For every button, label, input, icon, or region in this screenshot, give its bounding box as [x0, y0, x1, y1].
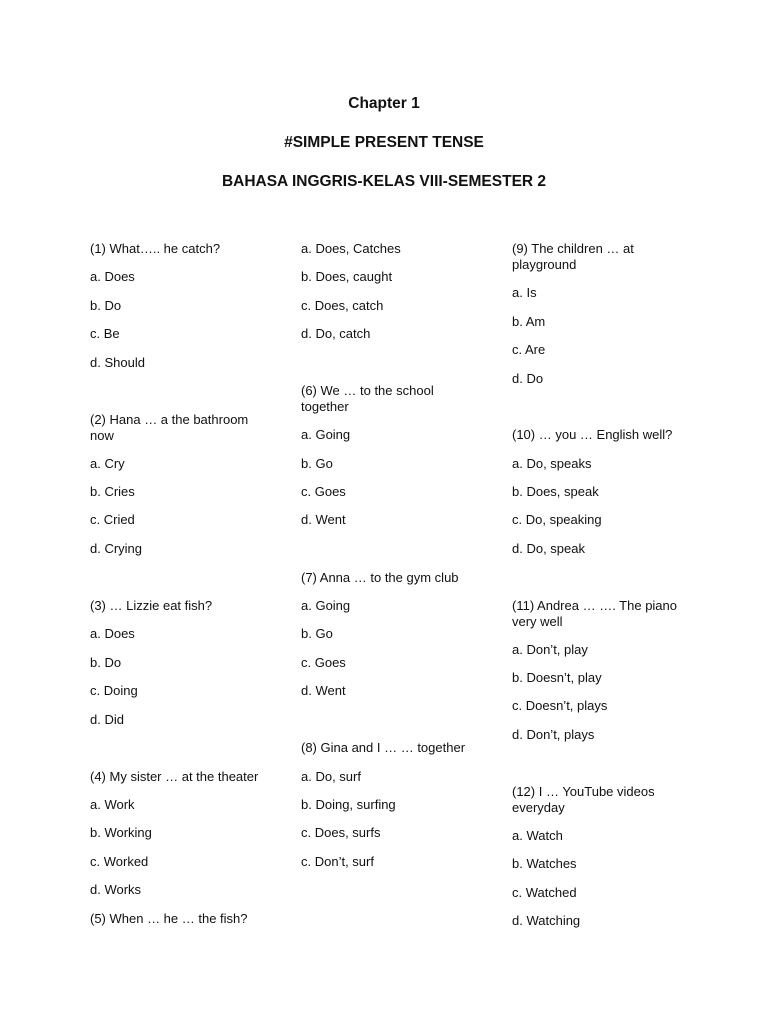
- option: d. Did: [90, 712, 124, 727]
- option: c. Doing: [90, 683, 138, 698]
- question-text: (2) Hana … a the bathroom now: [90, 412, 249, 443]
- option: d. Watching: [512, 913, 581, 928]
- option: a. Going: [301, 598, 351, 613]
- option: a. Work: [90, 797, 135, 812]
- option: c. Cried: [90, 512, 135, 527]
- question-text: (4) My sister … at the theater: [90, 769, 259, 784]
- option: c. Watched: [512, 885, 577, 900]
- option: b. Go: [301, 456, 333, 471]
- option: d. Went: [301, 683, 346, 698]
- option: d. Do: [512, 371, 544, 386]
- option: b. Does, caught: [301, 269, 393, 284]
- option: a. Watch: [512, 828, 563, 843]
- option: d. Do, catch: [301, 326, 371, 341]
- option: a. Going: [301, 427, 351, 442]
- option: a. Do, speaks: [512, 456, 592, 471]
- option: b. Doing, surfing: [301, 797, 396, 812]
- option: b. Watches: [512, 856, 577, 871]
- option: d. Crying: [90, 541, 143, 556]
- chapter-title: Chapter 1: [348, 95, 420, 112]
- option: d. Should: [90, 355, 145, 370]
- option: a. Do, surf: [301, 769, 361, 784]
- question-text: (7) Anna … to the gym club: [301, 570, 459, 585]
- subject-title: BAHASA INGGRIS-KELAS VIII-SEMESTER 2: [221, 173, 547, 190]
- option: b. Do: [90, 655, 122, 670]
- option: c. Doesn’t, plays: [512, 698, 608, 713]
- option: c. Does, surfs: [301, 825, 381, 840]
- option: b. Does, speak: [512, 484, 599, 499]
- option: c. Worked: [90, 854, 149, 869]
- option: b. Am: [512, 314, 546, 329]
- option: c. Do, speaking: [512, 512, 602, 527]
- option: c. Be: [90, 326, 120, 341]
- question-text: (5) When … he … the fish?: [90, 911, 248, 926]
- option: a. Is: [512, 285, 537, 300]
- question-text: (11) Andrea … …. The piano very well: [512, 598, 678, 629]
- question-text: (8) Gina and I … … together: [301, 740, 466, 755]
- question-text: (3) … Lizzie eat fish?: [90, 598, 213, 613]
- option: d. Works: [90, 882, 142, 897]
- option: c. Don’t, surf: [301, 854, 374, 869]
- question-text: (6) We … to the school together: [301, 383, 434, 414]
- question-text: (1) What….. he catch?: [90, 241, 221, 256]
- option: a. Does, Catches: [301, 241, 401, 256]
- question-text: (10) … you … English well?: [512, 427, 673, 442]
- option: b. Do: [90, 298, 122, 313]
- question-text: (12) I … YouTube videos everyday: [512, 784, 655, 815]
- option: c. Goes: [301, 484, 346, 499]
- option: c. Goes: [301, 655, 346, 670]
- option: a. Don’t, play: [512, 642, 588, 657]
- option: a. Does: [90, 626, 135, 641]
- option: b. Working: [90, 825, 152, 840]
- option: b. Doesn’t, play: [512, 670, 602, 685]
- option: d. Don’t, plays: [512, 727, 595, 742]
- option: a. Does: [90, 269, 135, 284]
- option: d. Went: [301, 512, 346, 527]
- option: d. Do, speak: [512, 541, 585, 556]
- question-text: (9) The children … at playground: [512, 241, 634, 272]
- topic-title: #SIMPLE PRESENT TENSE: [284, 134, 484, 151]
- option: b. Cries: [90, 484, 135, 499]
- option: a. Cry: [90, 456, 125, 471]
- option: c. Are: [512, 342, 546, 357]
- option: c. Does, catch: [301, 298, 384, 313]
- option: b. Go: [301, 626, 333, 641]
